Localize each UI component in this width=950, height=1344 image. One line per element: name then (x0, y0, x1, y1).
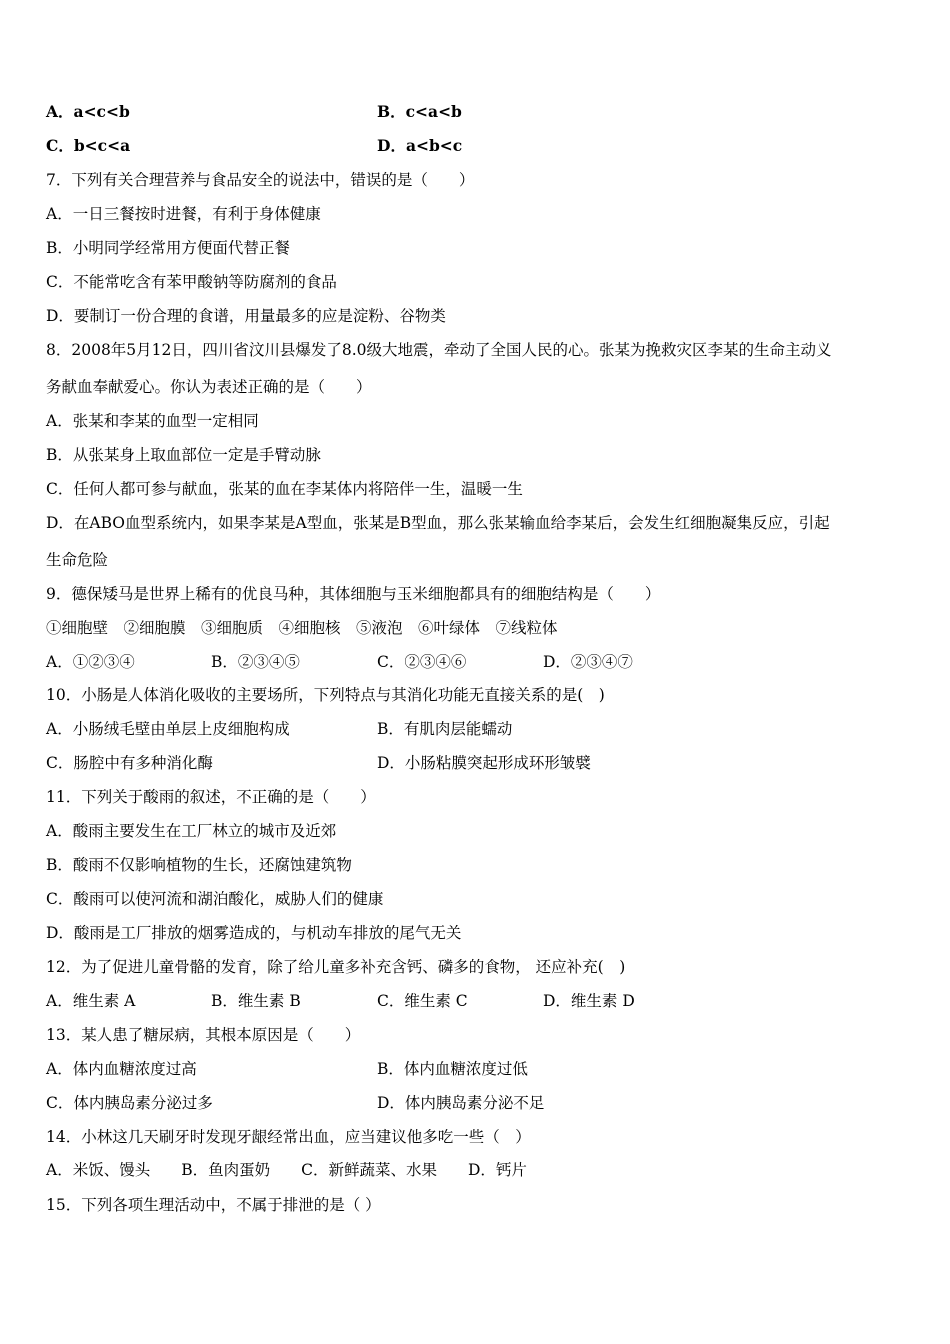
q6-option-d: D．a<b<c (377, 136, 463, 155)
q12-option-a: A．维生素 A (46, 992, 136, 1010)
q7-option-c: C．不能常吃含有苯甲酸钠等防腐剂的食品 (46, 273, 337, 291)
q8-option-a: A．张某和李某的血型一定相同 (46, 412, 259, 430)
q10-option-c: C．肠腔中有多种消化酶 (46, 754, 213, 772)
q14-stem: 14．小林这几天刷牙时发现牙龈经常出血，应当建议他多吃一些（ ） (46, 1128, 531, 1146)
q8-option-d-line2: 生命危险 (46, 551, 109, 569)
q13-stem: 13．某人患了糖尿病，其根本原因是（ ） (46, 1026, 361, 1044)
q9-items: ①细胞壁 ②细胞膜 ③细胞质 ④细胞核 ⑤液泡 ⑥叶绿体 ⑦线粒体 (46, 619, 558, 637)
q6-option-c: C．b<c<a (46, 136, 131, 155)
q6-option-a: A．a<c<b (46, 102, 130, 121)
q10-option-a: A．小肠绒毛壁由单层上皮细胞构成 (46, 720, 290, 738)
q12-option-d: D．维生素 D (543, 992, 635, 1010)
q13-option-a: A．体内血糖浓度过高 (46, 1060, 197, 1078)
q8-option-d-line1: D．在ABO血型系统内，如果李某是A型血，张某是B型血，那么张某输血给李某后，会发生红细胞凝集反应，引起 (46, 514, 830, 532)
q8-stem-line1: 8．2008年5月12日，四川省汶川县爆发了8.0级大地震，牵动了全国人民的心。张某为挽救灾区李某的生命主动义 (46, 341, 832, 359)
q9-stem: 9．德保矮马是世界上稀有的优良马种，其体细胞与玉米细胞都具有的细胞结构是（ ） (46, 585, 661, 603)
q6-option-b: B．c<a<b (377, 102, 462, 121)
q12-option-c: C．维生素 C (377, 992, 468, 1010)
q10-stem: 10．小肠是人体消化吸收的主要场所，下列特点与其消化功能无直接关系的是( ) (46, 686, 605, 704)
q7-stem: 7．下列有关合理营养与食品安全的说法中，错误的是（ ） (46, 171, 475, 189)
q9-option-c: C．②③④⑥ (377, 653, 467, 671)
q11-option-b: B．酸雨不仅影响植物的生长，还腐蚀建筑物 (46, 856, 352, 874)
q12-option-b: B．维生素 B (211, 992, 301, 1010)
q11-stem: 11．下列关于酸雨的叙述，不正确的是（ ） (46, 788, 376, 806)
q10-option-d: D．小肠粘膜突起形成环形皱襞 (377, 754, 591, 772)
q7-option-a: A．一日三餐按时进餐，有利于身体健康 (46, 205, 321, 223)
q9-option-b: B．②③④⑤ (211, 653, 300, 671)
q13-option-d: D．体内胰岛素分泌不足 (377, 1094, 545, 1112)
q14-options: A．米饭、馒头 B．鱼肉蛋奶 C．新鲜蔬菜、水果 D．钙片 (46, 1161, 527, 1179)
q9-option-d: D．②③④⑦ (543, 653, 633, 671)
q13-option-b: B．体内血糖浓度过低 (377, 1060, 528, 1078)
q11-option-d: D．酸雨是工厂排放的烟雾造成的，与机动车排放的尾气无关 (46, 924, 462, 942)
q10-option-b: B．有肌肉层能蠕动 (377, 720, 513, 738)
q7-option-b: B．小明同学经常用方便面代替正餐 (46, 239, 290, 257)
q7-option-d: D．要制订一份合理的食谱，用量最多的应是淀粉、谷物类 (46, 307, 446, 325)
q13-option-c: C．体内胰岛素分泌过多 (46, 1094, 213, 1112)
q9-option-a: A．①②③④ (46, 653, 135, 671)
q8-option-b: B．从张某身上取血部位一定是手臂动脉 (46, 446, 321, 464)
q11-option-a: A．酸雨主要发生在工厂林立的城市及近郊 (46, 822, 337, 840)
q15-stem: 15．下列各项生理活动中，不属于排泄的是（ ） (46, 1196, 381, 1214)
q8-option-c: C．任何人都可参与献血，张某的血在李某体内将陪伴一生，温暖一生 (46, 480, 523, 498)
q8-stem-line2: 务献血奉献爱心。你认为表述正确的是（ ） (46, 378, 372, 396)
q11-option-c: C．酸雨可以使河流和湖泊酸化，威胁人们的健康 (46, 890, 384, 908)
q12-stem: 12．为了促进儿童骨骼的发育，除了给儿童多补充含钙、磷多的食物， 还应补充( ) (46, 958, 626, 976)
